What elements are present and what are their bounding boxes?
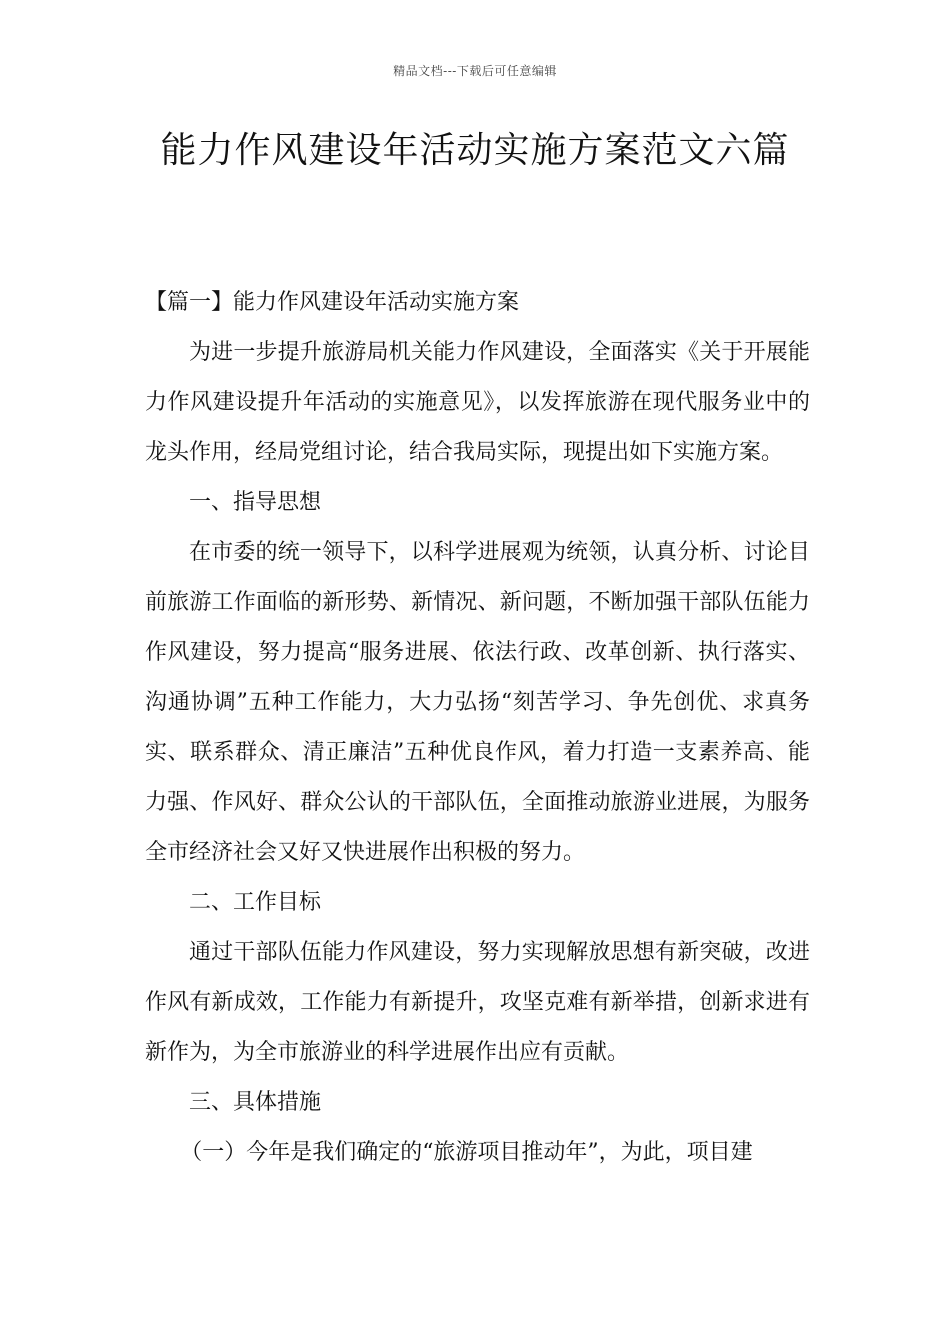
part1-paragraph: 在市委的统一领导下，以科学进展观为统领，认真分析、讨论目前旅游工作面临的新形势、新情况、新问题，不断加强干部队伍能力作风建设，努力提高“服务进展、依法行政、改革创新、执行落实、沟通协调”五种工作能力，大力弘扬“刻苦学习、争先创优、求真务实、联系群众、清正廉洁”五种优良作风，着力打造一支素养高、能力强、作风好、群众公认的干部队伍，全面推动旅游业进展，为服务全市经济社会又好又快进展作出积极的努力。 [145,540,810,865]
part2-paragraph: 通过干部队伍能力作风建设，努力实现解放思想有新突破，改进作风有新成效，工作能力有新提升，攻坚克难有新举措，创新求进有新作为，为全市旅游业的科学进展作出应有贡献。 [145,940,810,1065]
part2-heading: 二、工作目标 [189,890,322,915]
section-heading: 【篇一】能力作风建设年活动实施方案 [145,290,520,315]
part1-heading: 一、指导思想 [189,490,322,515]
document-body [145,278,810,1178]
part3-heading: 三、具体措施 [189,1090,322,1115]
document-title: 能力作风建设年活动实施方案范文六篇 [160,130,790,171]
header-note: 精品文档---下载后可任意编辑 [393,64,557,78]
part3-item1-paragraph: （一）今年是我们确定的“旅游项目推动年”，为此，项目建 [180,1140,753,1165]
intro-paragraph: 为进一步提升旅游局机关能力作风建设，全面落实《关于开展能力作风建设提升年活动的实施意见》，以发挥旅游在现代服务业中的龙头作用，经局党组讨论，结合我局实际，现提出如下实施方案。 [145,340,810,465]
